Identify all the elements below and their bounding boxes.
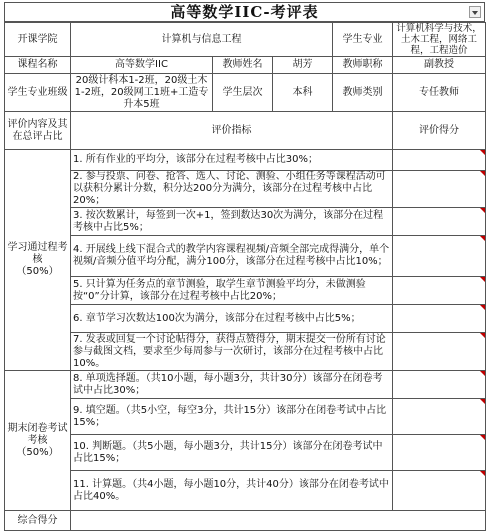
- level-value[interactable]: 本科: [273, 74, 333, 112]
- indicator-header: 评价指标: [71, 112, 393, 150]
- college-label: 开课学院: [5, 23, 71, 57]
- final-section-label: [5, 371, 71, 511]
- final-ratio: （50%）: [16, 446, 59, 458]
- criterion-text: 2. 参与投票、问卷、抢答、选人、讨论、测验、小组任务等课程活动可以获积分累计分数，积分达200分为满分，该部分在过程考核中占比20%；: [71, 171, 393, 208]
- final-label: 期末闭卷考试考核: [7, 422, 68, 446]
- class-label: 学生专业班级: [5, 74, 71, 112]
- sheet-title: 高等数学IIC-考评表: [170, 3, 319, 21]
- criterion-row: [5, 150, 486, 171]
- criterion-text: 8. 单项选择题。（共10小题，每小题3分，共计30分）该部分在闭卷考试中占比30%；: [71, 371, 393, 399]
- score-cell[interactable]: [393, 277, 486, 305]
- course-value[interactable]: 高等数学IIC: [71, 57, 213, 74]
- score-header: 评价得分: [393, 112, 486, 150]
- teacher-value[interactable]: 胡芳: [273, 57, 333, 74]
- comment-marker-icon: [480, 435, 485, 440]
- score-cell[interactable]: [393, 236, 486, 277]
- criterion-row: [5, 208, 486, 236]
- header-row-2: [5, 57, 486, 74]
- total-row: [5, 511, 486, 531]
- class-value[interactable]: 20级计科本1-2班，20级土木1-2班，20级网工1班+工造专升本5班: [71, 74, 213, 112]
- comment-marker-icon: [480, 371, 485, 376]
- criterion-row: [5, 277, 486, 305]
- comment-marker-icon: [480, 208, 485, 213]
- score-cell[interactable]: [393, 371, 486, 399]
- criterion-row: [5, 371, 486, 399]
- criterion-row: [5, 171, 486, 208]
- course-label: 课程名称: [5, 57, 71, 74]
- criterion-row: [5, 471, 486, 511]
- criterion-text: 11. 计算题。（共4小题，每小题10分，共计40分）该部分在闭卷考试中占比40%。: [71, 471, 393, 511]
- category-label: 教师类别: [333, 74, 393, 112]
- score-cell[interactable]: [393, 171, 486, 208]
- process-section-label: [5, 150, 71, 371]
- category-value[interactable]: 专任教师: [393, 74, 486, 112]
- header-row-3: [5, 74, 486, 112]
- major-label: 学生专业: [333, 23, 393, 57]
- criterion-text: 6. 章节学习次数达100次为满分，该部分在过程考核中占比5%；: [71, 305, 393, 333]
- criterion-text: 7. 发表或回复一个讨论帖得分，获得点赞得分，期末提交一份所有讨论参与截图文档，要求至少每周参与一次研讨，该部分在过程考核中占比10%。: [71, 333, 393, 371]
- comment-marker-icon: [480, 171, 485, 176]
- criterion-text: 3. 按次数累计，每签到一次+1，签到数达30次为满分，该部分在过程考核中占比5%；: [71, 208, 393, 236]
- criterion-row: [5, 236, 486, 277]
- total-score-cell[interactable]: [71, 511, 486, 531]
- evaluation-table: [4, 22, 486, 531]
- comment-marker-icon: [480, 399, 485, 404]
- column-header-row: [5, 112, 486, 150]
- score-cell[interactable]: [393, 150, 486, 171]
- comment-marker-icon: [480, 236, 485, 241]
- teacher-label: 教师姓名: [213, 57, 273, 74]
- comment-marker-icon: [480, 305, 485, 310]
- criterion-text: 9. 填空题。（共5小空，每空3分，共计15分）该部分在闭卷考试中占比15%；: [71, 399, 393, 435]
- process-label: 学习通过程考核: [7, 242, 68, 265]
- comment-marker-icon: [480, 277, 485, 282]
- criterion-text: 10. 判断题。（共5小题，每小题3分，共计15分）该部分在闭卷考试中占比15%；: [71, 435, 393, 471]
- score-cell[interactable]: [393, 333, 486, 371]
- criterion-row: [5, 333, 486, 371]
- dropdown-arrow-icon[interactable]: [469, 6, 481, 18]
- comment-marker-icon: [480, 333, 485, 338]
- criterion-text: 4. 开展线上线下混合式的教学内容课程视频/音频全部完成得满分，单个视频/音频分值平均分配，满分100分，该部分在过程考核中占比10%；: [71, 236, 393, 277]
- criterion-row: [5, 305, 486, 333]
- header-row-1: [5, 23, 486, 57]
- title-row: [4, 2, 485, 22]
- criterion-text: 5. 只计算为任务点的章节测验，取学生章节测验平均分，未做测验按“0”分计算，该部分在过程考核中占比20%；: [71, 277, 393, 305]
- title-value[interactable]: 副教授: [393, 57, 486, 74]
- criterion-text: 1. 所有作业的平均分，该部分在过程考核中占比30%；: [71, 150, 393, 171]
- major-value[interactable]: 计算机科学与技术，土木工程，网络工程，工程造价: [393, 23, 486, 57]
- score-cell[interactable]: [393, 208, 486, 236]
- score-cell[interactable]: [393, 471, 486, 511]
- content-ratio-header: 评价内容及其在总评占比: [5, 112, 71, 150]
- score-cell[interactable]: [393, 435, 486, 471]
- total-label: 综合得分: [5, 511, 71, 531]
- criterion-row: [5, 435, 486, 471]
- score-cell[interactable]: [393, 399, 486, 435]
- process-ratio: （50%）: [16, 266, 59, 277]
- level-label: 学生层次: [213, 74, 273, 112]
- college-value[interactable]: 计算机与信息工程: [71, 23, 333, 57]
- comment-marker-icon: [480, 150, 485, 155]
- score-cell[interactable]: [393, 305, 486, 333]
- title-label: 教师职称: [333, 57, 393, 74]
- criterion-row: [5, 399, 486, 435]
- comment-marker-icon: [480, 471, 485, 476]
